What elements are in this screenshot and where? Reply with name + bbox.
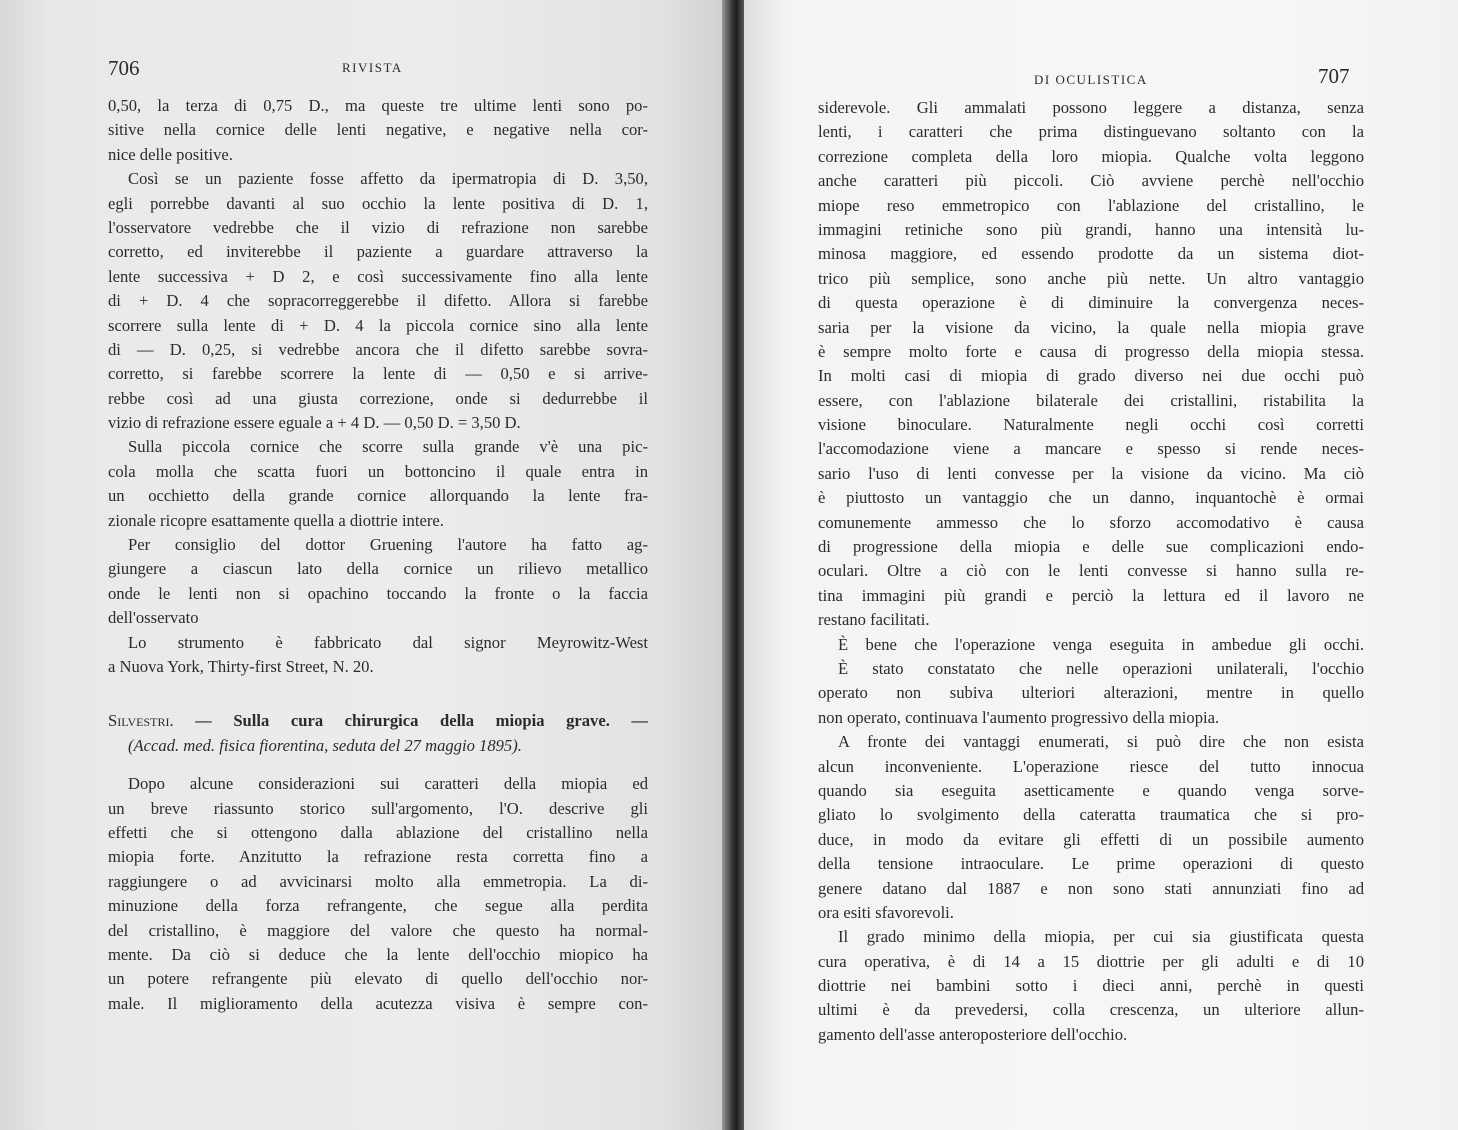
text-line: Per consiglio del dottor Gruening l'autore ha fatto ag-: [128, 535, 648, 555]
paragraph: [108, 167, 648, 435]
text-line: rebbe così ad una giusta correzione, onde si dedurrebbe il: [108, 388, 648, 408]
text-line: è piuttosto un vantaggio che un danno, inquantochè è ormai: [818, 488, 1364, 508]
text-column: [818, 96, 1364, 1047]
text-line: È bene che l'operazione venga eseguita in ambedue gli occhi.: [838, 634, 1364, 654]
text-line: lente successiva + D 2, e così successivamente fino alla lente: [108, 266, 648, 286]
text-line: di questa operazione è di diminuire la convergenza neces-: [818, 293, 1364, 313]
text-line: non operato, continuava l'aumento progressivo della miopia.: [818, 707, 1220, 727]
text-line: oculari. Oltre a ciò con le lenti convesse si hanno sulla re-: [818, 561, 1364, 581]
text-line: 0,50, la terza di 0,75 D., ma queste tre ultime lenti sono po-: [108, 96, 648, 115]
text-line: trico più semplice, sono anche più nette. Un altro vantaggio: [818, 268, 1364, 288]
text-line: lenti, i caratteri che prima distinguevano soltanto con la: [818, 122, 1364, 142]
text-line: corretto, ed inviterebbe il paziente a guardare attraverso la: [108, 242, 648, 262]
text-line: miopia forte. Anzitutto la refrazione resta corretta fino a: [108, 847, 648, 867]
text-line: A fronte dei vantaggi enumerati, si può dire che non esista: [838, 732, 1364, 752]
text-line: visione binoculare. Naturalmente negli occhi così corretti: [818, 415, 1364, 435]
text-line: restano facilitati.: [818, 610, 930, 630]
paragraph: [818, 96, 1364, 633]
text-line: vizio di refrazione essere eguale a + 4 D. — 0,50 D. = 3,50 D.: [108, 413, 521, 433]
text-line: In molti casi di miopia di grado diverso nei due occhi può: [818, 366, 1364, 386]
article-title-line: [108, 709, 648, 733]
paragraph: [108, 533, 648, 631]
text-line: operato non subiva ulteriori alterazioni, mentre in quello: [818, 683, 1364, 703]
text-line: Dopo alcune considerazioni sui caratteri della miopia ed: [128, 774, 648, 794]
paragraph: [108, 94, 648, 167]
page-number: 706: [108, 56, 140, 80]
text-line: minosa maggiore, ed essendo prodotte da un sistema diot-: [818, 244, 1364, 264]
text-line: alcun inconveniente. L'operazione riesce del tutto innocua: [818, 756, 1364, 776]
text-line: zionale ricopre esattamente quella a diottrie intere.: [108, 510, 444, 530]
text-line: onde le lenti non si opachino toccando la fronte o la faccia: [108, 583, 648, 603]
text-line: tina immagini più grandi e perciò la lettura ed il lavoro ne: [818, 585, 1364, 605]
article-author: Silvestri.: [108, 711, 174, 731]
text-line: genere datano dal 1887 e non sono stati annunziati fino ad: [818, 878, 1364, 898]
right-page: [744, 0, 1458, 1130]
running-head: RIVISTA: [342, 60, 403, 75]
paragraph: [818, 633, 1364, 731]
text-line: diottrie nei bambini sotto i dieci anni, perchè in questi: [818, 976, 1364, 996]
text-line: ultimi è da prevedersi, colla crescenza, un ulteriore allun-: [818, 1000, 1364, 1020]
text-line: Sulla piccola cornice che scorre sulla grande v'è una pic-: [128, 437, 648, 457]
text-line: immagini retiniche sono più grandi, hanno una intensità lu-: [818, 219, 1364, 239]
text-line: di + D. 4 che sopracorreggerebbe il difetto. Allora si farebbe: [108, 291, 648, 311]
text-line: di progressione della miopia e delle sue complicazioni endo-: [818, 537, 1364, 557]
text-line: effetti che si ottengono dalla ablazione del cristallino nella: [108, 822, 648, 842]
text-line: un breve riassunto storico sull'argomento, l'O. descrive gli: [108, 798, 648, 818]
text-line: sitive nella cornice delle lenti negative, e negative nella cor-: [108, 120, 648, 140]
article-title: — Sulla cura chirurgica della miopia grave. —: [195, 711, 648, 731]
paragraph: [818, 730, 1364, 925]
text-line: gamento dell'asse anteroposteriore dell'occhio.: [818, 1024, 1128, 1044]
text-line: Il grado minimo della miopia, per cui sia giustificata questa: [838, 927, 1364, 947]
text-line: un occhietto della grande cornice allorquando la lente fra-: [108, 486, 648, 506]
text-line: nice delle positive.: [108, 144, 233, 164]
paragraph: [108, 772, 648, 1016]
paragraph: [108, 631, 648, 680]
text-line: siderevole. Gli ammalati possono leggere a distanza, senza: [818, 98, 1364, 117]
text-line: della tensione intraoculare. Le prime operazioni di questo: [818, 854, 1364, 874]
text-line: anche caratteri più piccoli. Ciò avviene perchè nell'occhio: [818, 171, 1364, 191]
text-line: scorrere sulla lente di + D. 4 la piccola cornice sino alla lente: [108, 315, 648, 335]
text-line: Lo strumento è fabbricato dal signor Meyrowitz-West: [128, 632, 648, 652]
text-line: quando sia eseguita asetticamente e quando venga sorve-: [818, 780, 1364, 800]
text-line: ora esiti sfavorevoli.: [818, 902, 954, 922]
text-line: Così se un paziente fosse affetto da ipermatropia di D. 3,50,: [128, 169, 648, 189]
text-line: l'osservatore vedrebbe che il vizio di refrazione non sarebbe: [108, 217, 648, 237]
text-line: saria per la visione da vicino, la quale nella miopia grave: [818, 317, 1364, 337]
text-line: giungere a ciascun lato della cornice un rilievo metallico: [108, 559, 648, 579]
text-line: del cristallino, è maggiore del valore che questo ha normal-: [108, 920, 648, 940]
book-gutter: [722, 0, 746, 1130]
text-line: È stato constatato che nelle operazioni unilaterali, l'occhio: [838, 658, 1364, 678]
text-line: di — D. 0,25, si vedrebbe ancora che il difetto sarebbe sovra-: [108, 339, 648, 359]
paragraph: [818, 925, 1364, 1047]
text-line: male. Il miglioramento della acutezza visiva è sempre con-: [108, 993, 648, 1013]
text-line: l'accomodazione viene a mancare e spesso si rende neces-: [818, 439, 1364, 459]
text-line: duce, in modo da evitare gli effetti di un possibile aumento: [818, 829, 1364, 849]
text-line: egli porrebbe davanti al suo occhio la lente positiva di D. 1,: [108, 193, 648, 213]
article-header: [108, 709, 648, 758]
article-source: (Accad. med. fisica fiorentina, seduta del 27 maggio 1895).: [128, 735, 522, 755]
text-line: raggiungere o ad avvicinarsi molto alla emmetropia. La di-: [108, 871, 648, 891]
page-number: 707: [1318, 64, 1350, 88]
text-line: gliato lo svolgimento della cateratta traumatica che si pro-: [818, 805, 1364, 825]
text-line: sario l'uso di lenti convesse per la visione da vicino. Ma ciò: [818, 463, 1364, 483]
text-line: miope reso emmetropico con l'ablazione del cristallino, le: [818, 195, 1364, 215]
running-head: DI OCULISTICA: [1034, 72, 1148, 87]
text-line: a Nuova York, Thirty-first Street, N. 20.: [108, 656, 374, 676]
text-line: è sempre molto forte e causa di progresso della miopia stessa.: [818, 341, 1364, 361]
text-line: comunemente ammesso che lo sforzo accomodativo è causa: [818, 512, 1364, 532]
text-column: [108, 94, 648, 1016]
text-line: minuzione della forza refrangente, che segue alla perdita: [108, 896, 648, 916]
text-line: un potere refrangente più elevato di quello dell'occhio nor-: [108, 969, 648, 989]
text-line: cura operativa, è di 14 a 15 diottrie per gli adulti e di 10: [818, 951, 1364, 971]
paragraph: [108, 435, 648, 533]
text-line: dell'osservato: [108, 608, 199, 628]
spacer: [108, 758, 648, 772]
text-line: correzione completa della loro miopia. Qualche volta leggono: [818, 146, 1364, 166]
text-line: essere, con l'ablazione bilaterale dei cristallini, ristabilita la: [818, 390, 1364, 410]
text-line: cola molla che scatta fuori un bottoncino il quale entra in: [108, 461, 648, 481]
text-line: mente. Da ciò si deduce che la lente dell'occhio miopico ha: [108, 944, 648, 964]
spacer: [108, 679, 648, 709]
text-line: corretto, si farebbe scorrere la lente di — 0,50 e si arrive-: [108, 364, 648, 384]
